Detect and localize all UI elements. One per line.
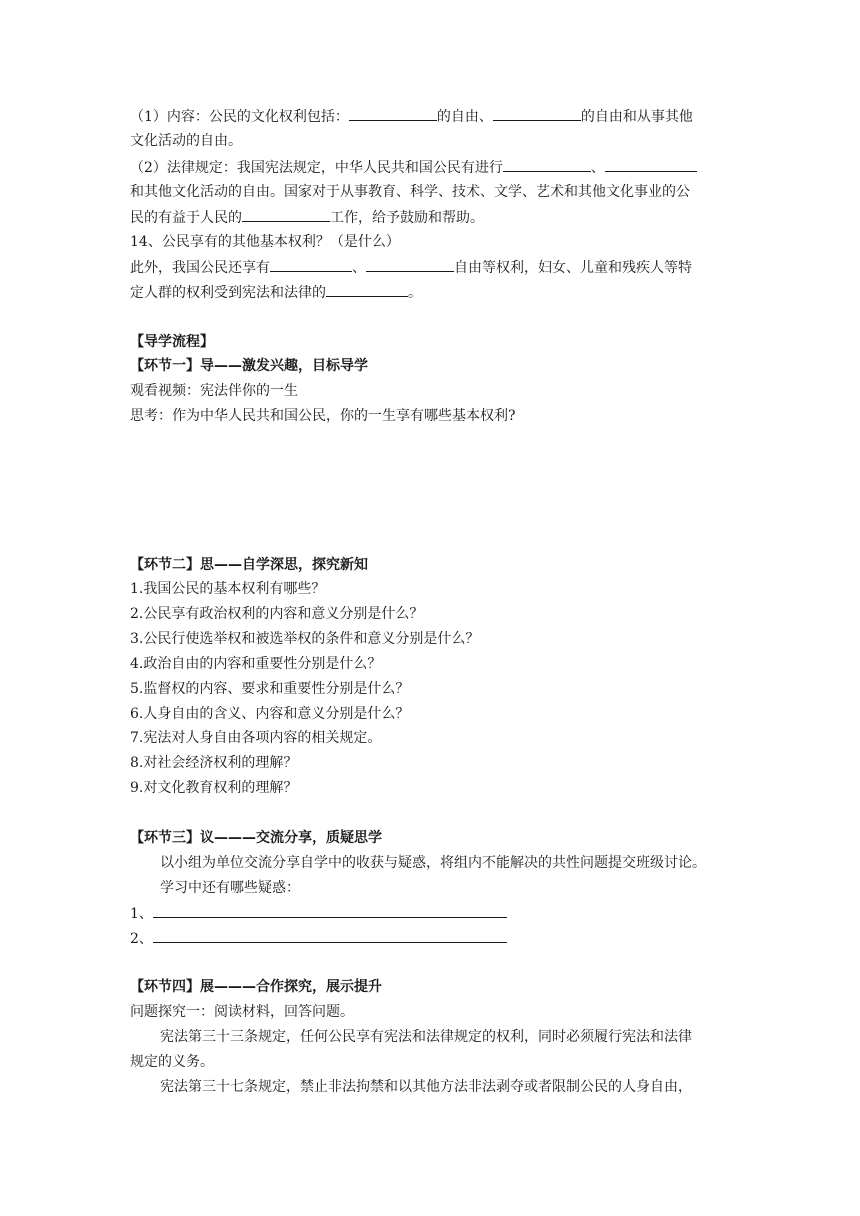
question-item: 3.公民行使选举权和被选举权的条件和意义分别是什么？: [130, 631, 480, 647]
fill-blank[interactable]: [349, 107, 437, 121]
paragraph: 宪法第三十三条规定，任何公民享有宪法和法律规定的权利，同时必须履行宪法和法律: [160, 1029, 692, 1045]
think-line: 思考：作为中华人民共和国公民，你的一生享有哪些基本权利?: [130, 408, 516, 424]
culture-rights-law-line: [130, 158, 697, 177]
text: 2、: [130, 931, 153, 947]
doubt-line-2: [130, 929, 507, 948]
text-line: 文化活动的自由。: [130, 133, 242, 149]
paragraph: 以小组为单位交流分享自学中的收获与疑惑，将组内不能解决的共性问题提交班级讨论。: [160, 855, 706, 871]
fill-blank[interactable]: [366, 258, 454, 272]
fill-blank[interactable]: [326, 283, 408, 297]
question-item: 5.监督权的内容、要求和重要性分别是什么？: [130, 681, 410, 697]
doubt-line-1: [130, 904, 507, 923]
stage-2-heading: 【环节二】思——自学深思，探究新知: [130, 557, 368, 573]
fill-blank[interactable]: [242, 208, 330, 222]
answer-line[interactable]: [153, 929, 507, 943]
text: 的自由、: [436, 109, 493, 125]
paragraph: 学习中还有哪些疑惑：: [160, 880, 300, 896]
guide-flow-heading: 【导学流程】: [130, 334, 214, 350]
fill-blank[interactable]: [605, 158, 697, 172]
question-item: 8.对社会经济权利的理解？: [130, 755, 298, 771]
question-line: 问题探究一：阅读材料，回答问题。: [130, 1004, 354, 1020]
stage-1-heading: 【环节一】导——激发兴趣，目标导学: [130, 358, 368, 374]
text: 此外，我国公民还享有: [130, 260, 270, 276]
text: 自由等权利，妇女、儿童和残疾人等特: [454, 260, 692, 276]
answer-line[interactable]: [153, 904, 507, 918]
text: 的自由和从事其他: [580, 109, 693, 125]
question-item: 7.宪法对人身自由各项内容的相关规定。: [130, 730, 382, 746]
text-line: [130, 208, 484, 227]
text: 定人群的权利受到宪法和法律的: [130, 285, 326, 301]
question-item: 6.人身自由的含义、内容和意义分别是什么？: [130, 706, 410, 722]
paragraph: 宪法第三十七条规定，禁止非法拘禁和以其他方法非法剥夺或者限制公民的人身自由，: [160, 1079, 692, 1095]
question-item: 9.对文化教育权利的理解？: [130, 780, 298, 796]
text: 民的有益于人民的: [130, 210, 242, 226]
question-item: 1.我国公民的基本权利有哪些？: [130, 581, 326, 597]
text: （2）法律规定：我国宪法规定，中华人民共和国公民有进行: [130, 160, 503, 176]
text: 。: [408, 285, 422, 301]
video-line: 观看视频：宪法伴你的一生: [130, 383, 298, 399]
question-14-title: 14、公民享有的其他基本权利？（是什么）: [130, 234, 400, 250]
fill-blank[interactable]: [493, 107, 581, 121]
stage-3-heading: 【环节三】议———交流分享，质疑思学: [130, 830, 382, 846]
text: 、: [590, 160, 605, 176]
text-line: [130, 283, 422, 302]
paragraph: 规定的义务。: [130, 1054, 214, 1070]
text: （1）内容：公民的文化权利包括：: [130, 109, 349, 125]
text: 、: [352, 260, 366, 276]
stage-4-heading: 【环节四】展———合作探究，展示提升: [130, 979, 382, 995]
culture-rights-content-line: [130, 107, 693, 126]
fill-blank[interactable]: [270, 258, 352, 272]
text: 1、: [130, 906, 153, 922]
fill-blank[interactable]: [503, 158, 591, 172]
question-item: 4.政治自由的内容和重要性分别是什么？: [130, 656, 382, 672]
text-line: 和其他文化活动的自由。国家对于从事教育、科学、技术、文学、艺术和其他文化事业的公: [130, 184, 690, 200]
question-item: 2.公民享有政治权利的内容和意义分别是什么？: [130, 606, 424, 622]
text: 工作，给予鼓励和帮助。: [330, 210, 484, 226]
text-line: [130, 258, 692, 277]
